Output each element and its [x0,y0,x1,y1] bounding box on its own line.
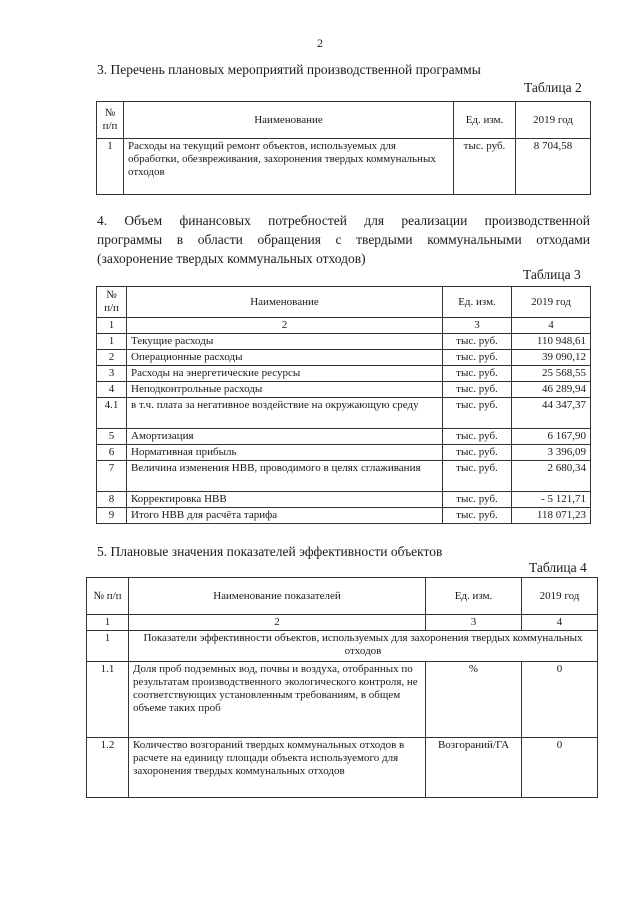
row-num: 3 [97,366,127,382]
column-number-row [97,318,591,334]
col-num-4: 4 [512,318,591,334]
row-value: 25 568,55 [512,366,591,382]
header-num: № п/п [87,578,129,615]
row-num: 1.2 [87,738,129,798]
table-row [97,429,591,445]
table-3-label: Таблица 3 [523,267,581,282]
row-name: Количество возгораний твердых коммунальных отходов в расчете на единицу площади объекта используемого для захоронения твердых коммунальных отходов [129,738,426,798]
table-2 [96,101,591,195]
row-unit: Возгораний/ГА [426,738,522,798]
row-value: 46 289,94 [512,382,591,398]
row-num: 1.1 [87,662,129,738]
row-value: 6 167,90 [512,429,591,445]
row-name: Величина изменения НВВ, проводимого в целях сглаживания [127,461,443,492]
column-number-row [87,615,598,631]
table-header-row [87,578,598,615]
header-unit: Ед. изм. [426,578,522,615]
section-5-title: 5. Плановые значения показателей эффективности объектов [97,544,443,559]
row-value: 0 [522,662,598,738]
row-unit: тыс. руб. [443,445,512,461]
row-name: Нормативная прибыль [127,445,443,461]
row-num: 7 [97,461,127,492]
header-num: № п/п [97,287,127,318]
table-row [97,382,591,398]
row-name: Текущие расходы [127,334,443,350]
row-name: Корректировка НВВ [127,492,443,508]
row-value: 39 090,12 [512,350,591,366]
header-year: 2019 год [522,578,598,615]
row-num: 1 [97,139,124,195]
row-num: 6 [97,445,127,461]
row-value: 3 396,09 [512,445,591,461]
table-2-label: Таблица 2 [524,80,582,95]
row-unit: тыс. руб. [443,461,512,492]
row-name: Неподконтрольные расходы [127,382,443,398]
row-value: 110 948,61 [512,334,591,350]
table-row [97,492,591,508]
group-row [87,631,598,662]
table-row [97,139,591,195]
header-year: 2019 год [512,287,591,318]
row-value: 2 680,34 [512,461,591,492]
row-value: 8 704,58 [516,139,591,195]
table-row [97,350,591,366]
group-name: Показатели эффективности объектов, используемых для захоронения твердых коммунальных отходов [129,631,598,662]
table-row [87,738,598,798]
row-name: Итого НВВ для расчёта тарифа [127,508,443,524]
col-num-2: 2 [129,615,426,631]
table-header-row [97,102,591,139]
table-3 [96,286,591,524]
col-num-4: 4 [522,615,598,631]
row-value: 118 071,23 [512,508,591,524]
row-name: Операционные расходы [127,350,443,366]
row-num: 8 [97,492,127,508]
header-name: Наименование [124,102,454,139]
section-4-title-line-2: программы в области обращения с твердыми коммунальными отходами [97,232,590,247]
col-num-3: 3 [426,615,522,631]
row-unit: % [426,662,522,738]
row-name: Расходы на энергетические ресурсы [127,366,443,382]
group-num: 1 [87,631,129,662]
row-num: 1 [97,334,127,350]
col-num-1: 1 [97,318,127,334]
table-row [97,461,591,492]
table-4-label: Таблица 4 [529,560,587,575]
row-unit: тыс. руб. [443,334,512,350]
row-unit: тыс. руб. [443,429,512,445]
header-name: Наименование показателей [129,578,426,615]
row-unit: тыс. руб. [443,382,512,398]
row-unit: тыс. руб. [443,350,512,366]
row-num: 9 [97,508,127,524]
header-name: Наименование [127,287,443,318]
header-unit: Ед. изм. [454,102,516,139]
row-unit: тыс. руб. [443,492,512,508]
header-num: № п/п [97,102,124,139]
row-name: в т.ч. плата за негативное воздействие на окружающую среду [127,398,443,429]
row-unit: тыс. руб. [443,366,512,382]
table-row [97,445,591,461]
col-num-3: 3 [443,318,512,334]
section-4-title-line-1: 4. Объем финансовых потребностей для реализации производственной [97,213,590,228]
row-unit: тыс. руб. [443,398,512,429]
page-number: 2 [317,36,323,50]
table-row [97,366,591,382]
table-4 [86,577,598,798]
table-row [87,662,598,738]
row-name: Доля проб подземных вод, почвы и воздуха, отобранных по результатам производственного экологического контроля, не соответствующих установленным требованиям, в общем объеме таких проб [129,662,426,738]
table-row [97,334,591,350]
row-num: 4.1 [97,398,127,429]
col-num-1: 1 [87,615,129,631]
table-header-row [97,287,591,318]
row-value: - 5 121,71 [512,492,591,508]
table-row [97,508,591,524]
table-row [97,398,591,429]
header-year: 2019 год [516,102,591,139]
row-name: Амортизация [127,429,443,445]
row-value: 44 347,37 [512,398,591,429]
row-num: 2 [97,350,127,366]
row-unit: тыс. руб. [454,139,516,195]
row-num: 4 [97,382,127,398]
header-unit: Ед. изм. [443,287,512,318]
row-value: 0 [522,738,598,798]
col-num-2: 2 [127,318,443,334]
section-4-title-line-3: (захоронение твердых коммунальных отходов) [97,251,366,266]
row-num: 5 [97,429,127,445]
row-unit: тыс. руб. [443,508,512,524]
section-3-title: 3. Перечень плановых мероприятий производственной программы [97,62,481,77]
row-name: Расходы на текущий ремонт объектов, используемых для обработки, обезвреживания, захоронения твердых коммунальных отходов [124,139,454,195]
